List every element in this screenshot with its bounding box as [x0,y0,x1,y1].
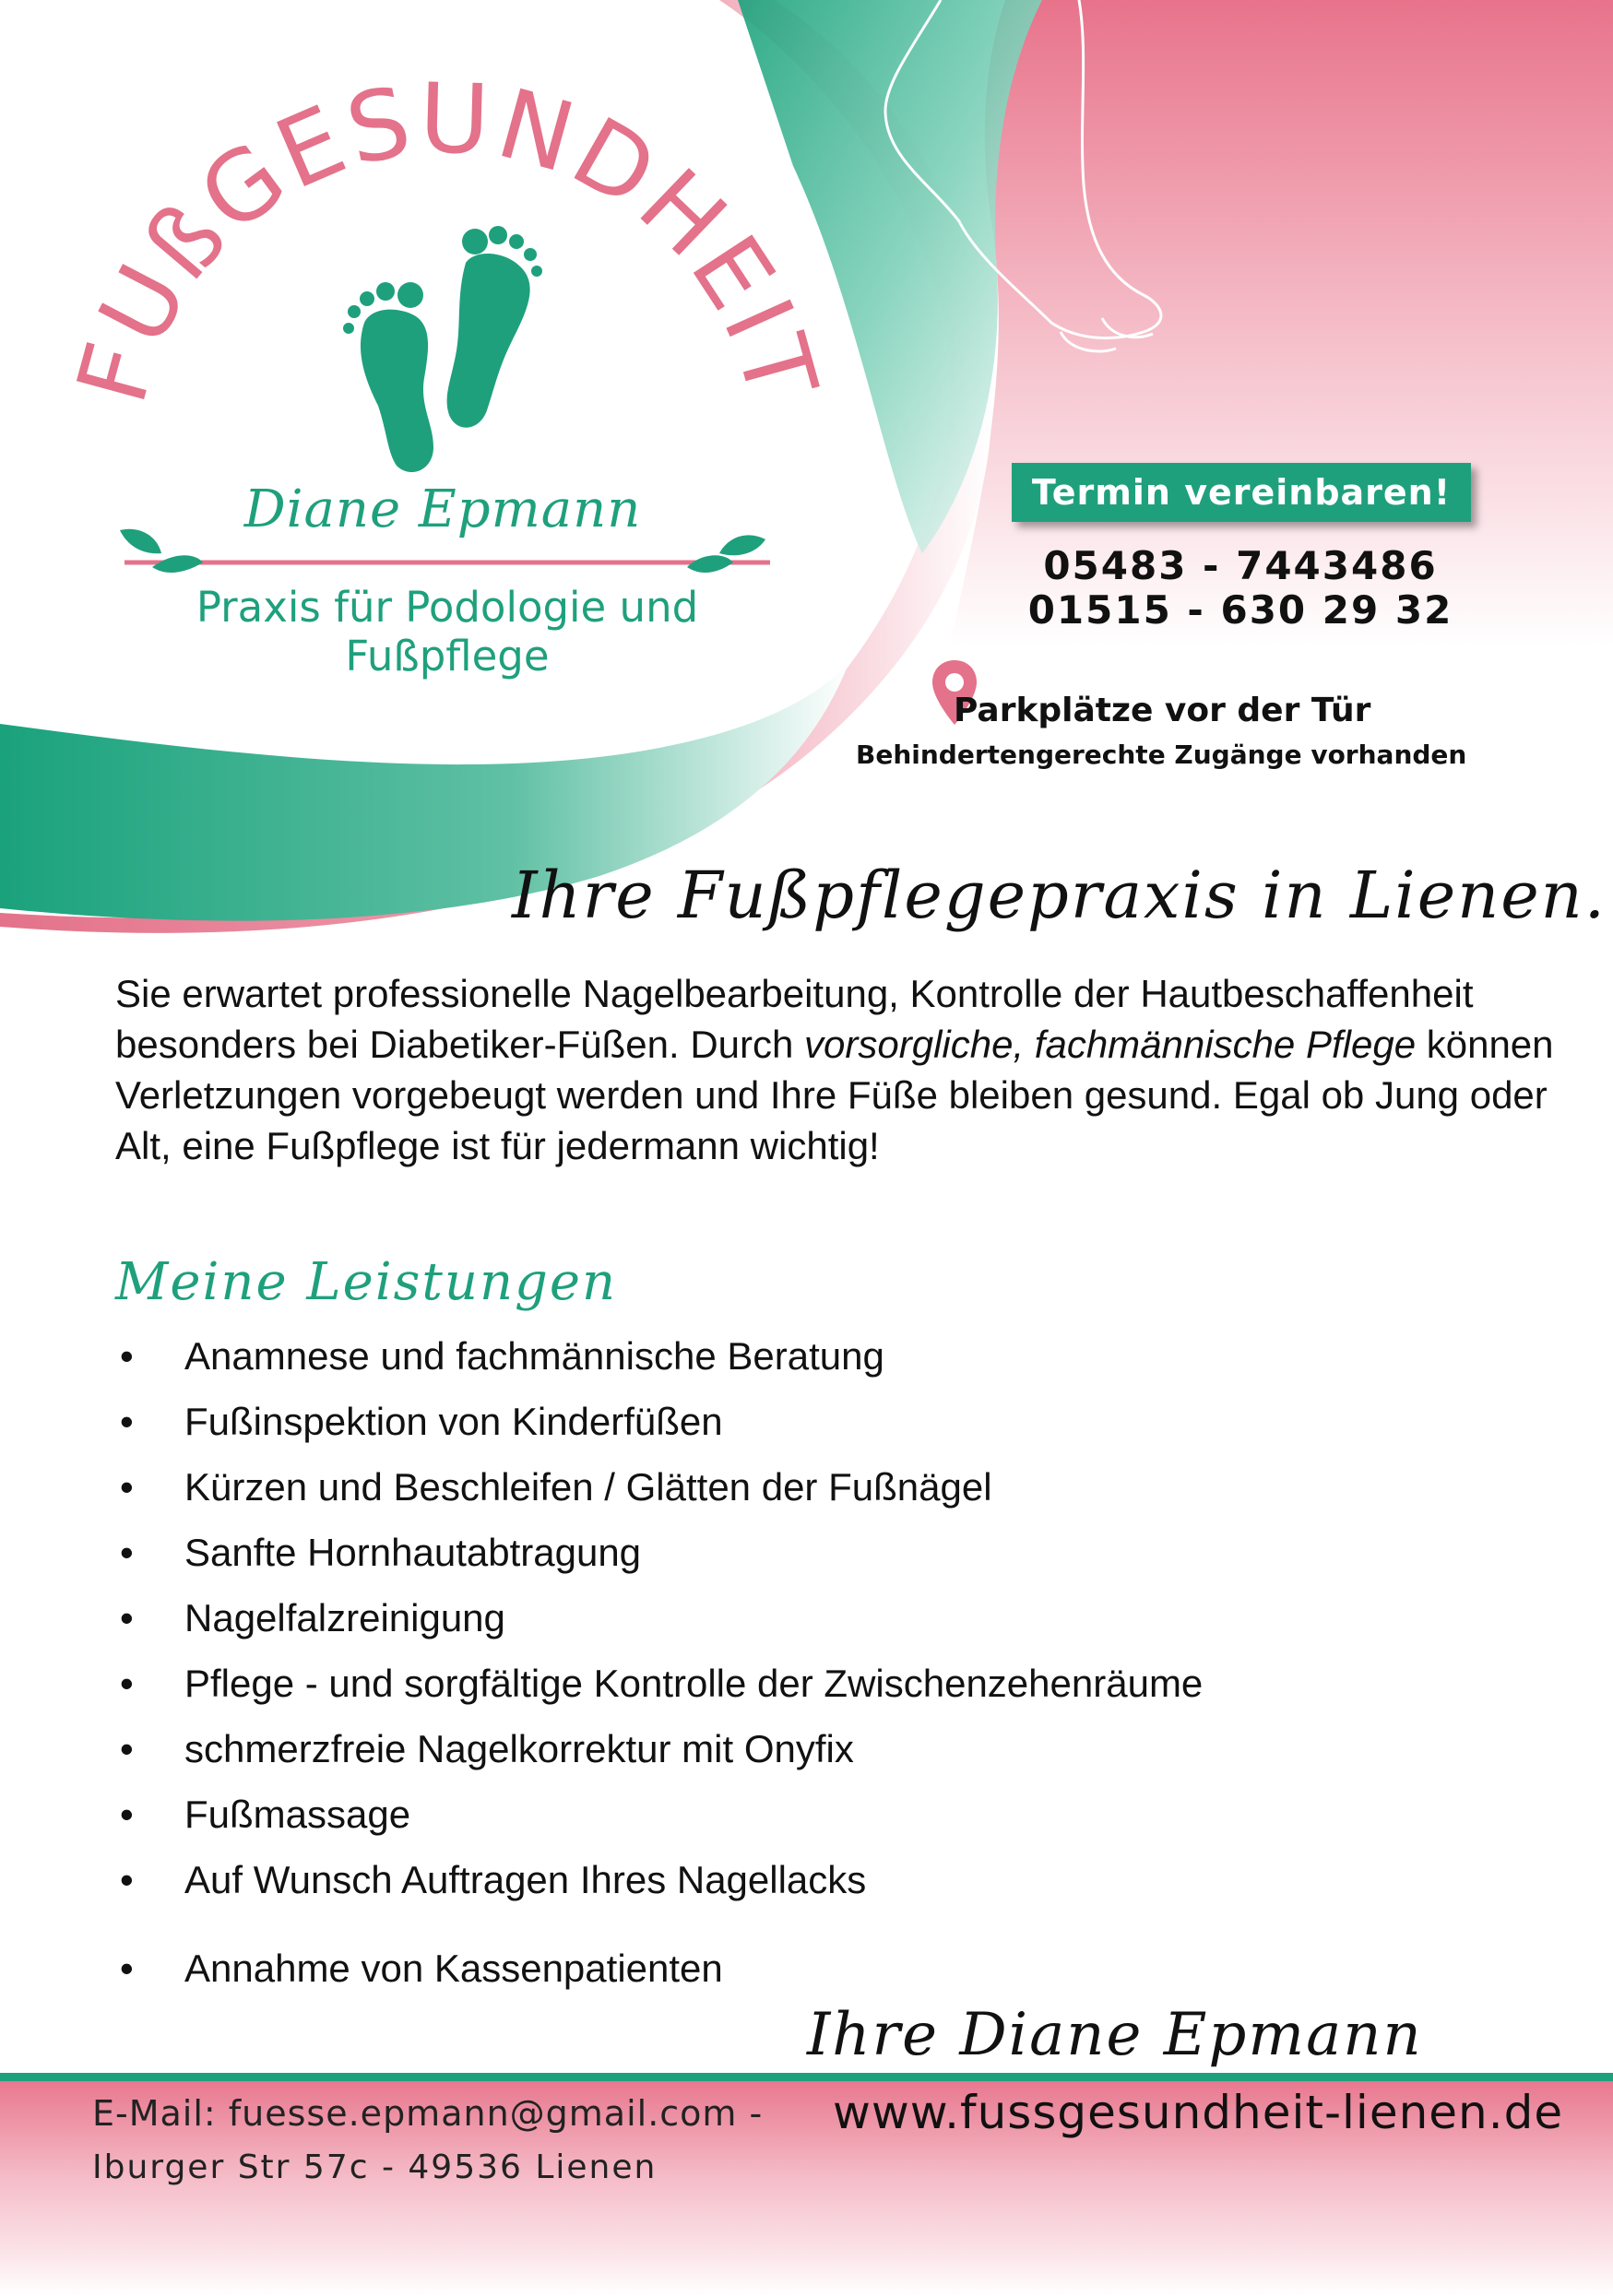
footer-address: Iburger Str 57c - 49536 Lienen [92,2148,658,2186]
logo-arc-title [55,62,840,414]
signature: Ihre Diane Epmann [807,2001,1423,2069]
accessibility-info: Behindertengerechte Zugänge vorhanden [856,740,1467,770]
services-title: Meine Leistungen [115,1252,618,1312]
footprint-right-icon [447,226,542,428]
service-item: • Nagelfalzreinigung [115,1588,1203,1653]
services-list [115,1326,1203,2004]
parking-info: Parkplätze vor der Tür [954,692,1371,729]
headline: Ihre Fußpflegepraxis in Lienen. [512,858,1607,933]
intro-part-1: Sie erwartet professionelle Nagelbearbeitung, Kontrolle der Hautbeschaffenheit besonders bei Diabetiker-Füßen. Durch [115,972,1474,1066]
service-item: • Annahme von Kassenpatienten [115,1938,1203,2004]
service-item: • schmerzfreie Nagelkorrektur mit Onyfix [115,1719,1203,1784]
intro-italic: vorsorgliche, fachmännische Pflege [804,1023,1417,1066]
footer-website-link[interactable]: www.fussgesundheit-lienen.de [833,2086,1564,2139]
service-item: • Auf Wunsch Auftragen Ihres Nagellacks [115,1850,1203,1915]
intro-paragraph [115,968,1554,1171]
logo-subtitle: Praxis für Podologie und Fußpflege [196,583,699,681]
logo-arc-text: FUßGESUNDHEIT [54,62,840,415]
service-item: • Sanfte Hornhautabtragung [115,1522,1203,1588]
phone-2[interactable]: 01515 - 630 29 32 [1027,587,1453,633]
appointment-button[interactable]: Termin vereinbaren! [1012,463,1471,522]
logo-name: Diane Epmann [243,479,642,539]
service-item: • Fußmassage [115,1784,1203,1850]
phone-numbers [996,544,1485,633]
service-item: • Fußinspektion von Kinderfüßen [115,1391,1203,1457]
service-item: • Anamnese und fachmännische Beratung [115,1326,1203,1391]
logo [0,0,922,664]
footprint-left-icon [343,282,433,472]
leaf-right-icon [687,535,765,573]
service-item: • Pflege - und sorgfältige Kontrolle der Zwischenzehenräume [115,1653,1203,1719]
phone-1[interactable]: 05483 - 7443486 [1043,543,1438,588]
footer-email[interactable]: E-Mail: fuesse.epmann@gmail.com - [92,2093,764,2134]
service-item: • Kürzen und Beschleifen / Glätten der Fußnägel [115,1457,1203,1522]
intro-part-2: können Verletzungen vorgebeugt werden und Ihre Füße bleiben gesund. Egal ob Jung oder Alt, eine Fußpflege ist für jedermann wichtig! [115,1023,1554,1167]
